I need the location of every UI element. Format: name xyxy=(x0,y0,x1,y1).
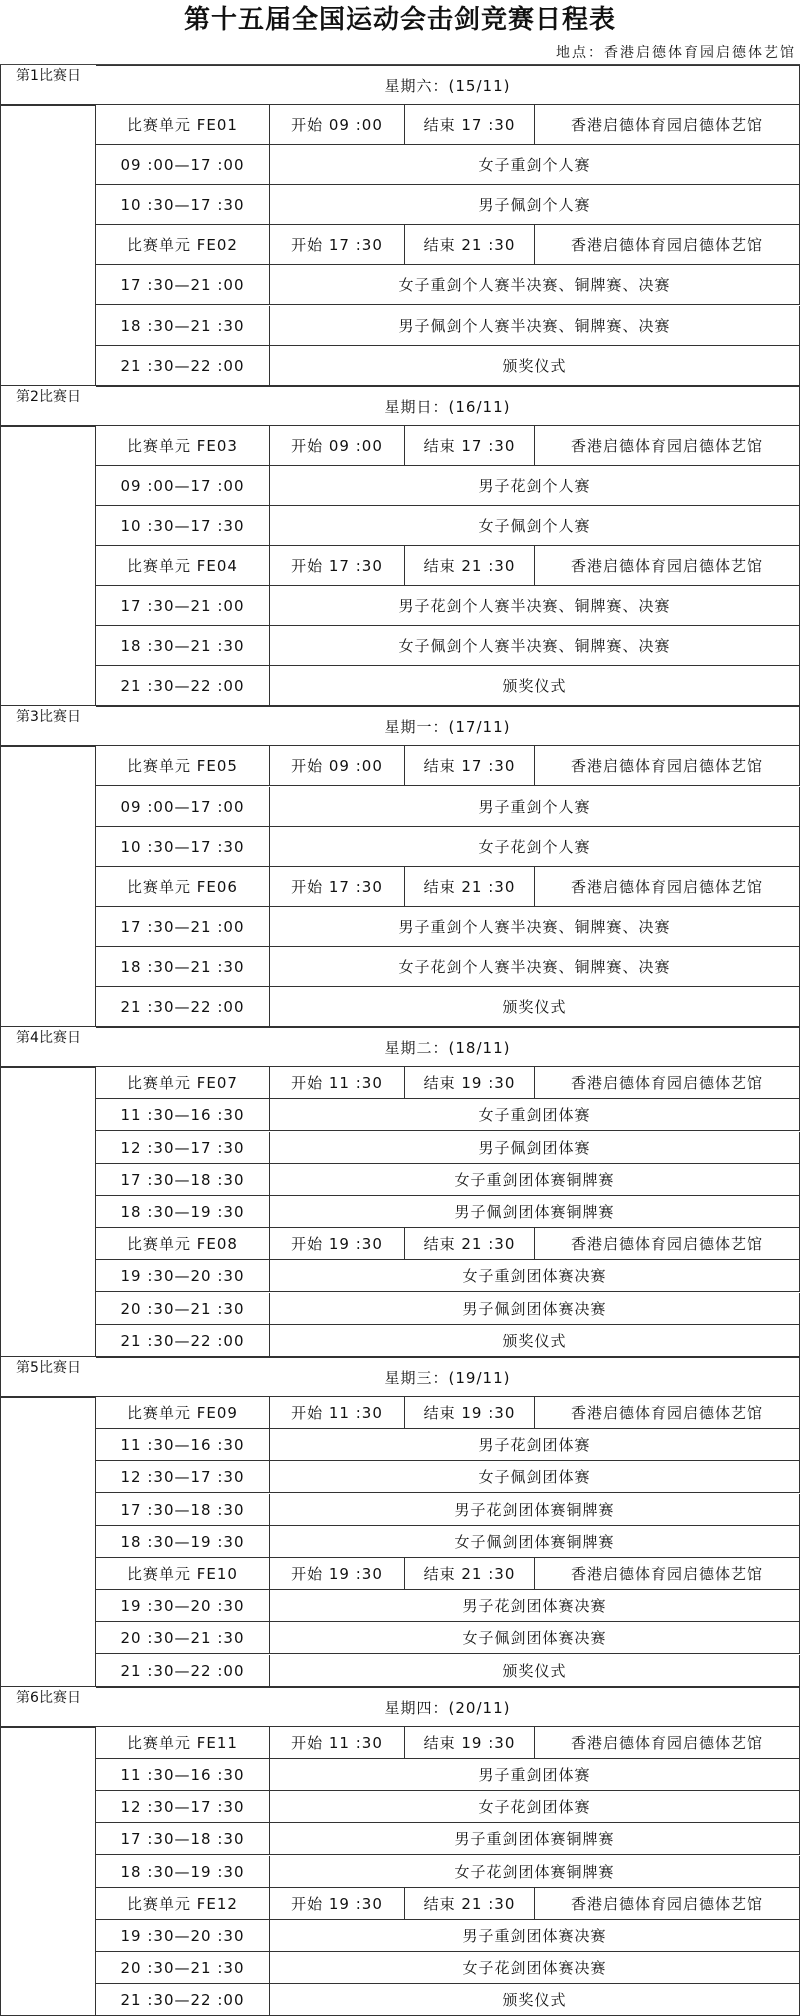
event-name: 颁奖仪式 xyxy=(270,1655,800,1687)
unit-name: 比赛单元 FE06 xyxy=(96,867,270,907)
event-name: 女子重剑个人赛 xyxy=(270,145,800,185)
event-name: 男子花剑团体赛决赛 xyxy=(270,1590,800,1622)
event-time: 11 :30—16 :30 xyxy=(96,1429,270,1461)
event-time: 09 :00—17 :00 xyxy=(96,145,270,185)
day-weekday-banner: 星期一：(17/11) xyxy=(96,706,800,746)
event-time: 17 :30—18 :30 xyxy=(96,1164,270,1196)
unit-name: 比赛单元 FE07 xyxy=(96,1067,270,1099)
day-label: 第3比赛日 xyxy=(0,706,96,746)
event-time: 11 :30—16 :30 xyxy=(96,1099,270,1131)
unit-end-time: 结束 19 :30 xyxy=(405,1397,535,1429)
unit-end-time: 结束 21 :30 xyxy=(405,1558,535,1590)
unit-start-time: 开始 11 :30 xyxy=(270,1727,405,1759)
unit-name: 比赛单元 FE01 xyxy=(96,105,270,145)
unit-end-time: 结束 19 :30 xyxy=(405,1067,535,1099)
event-time: 17 :30—21 :00 xyxy=(96,586,270,626)
event-name: 女子花剑团体赛 xyxy=(270,1791,800,1823)
event-name: 男子重剑个人赛 xyxy=(270,787,800,827)
unit-end-time: 结束 21 :30 xyxy=(405,867,535,907)
event-name: 颁奖仪式 xyxy=(270,1325,800,1357)
event-name: 颁奖仪式 xyxy=(270,666,800,706)
unit-name: 比赛单元 FE08 xyxy=(96,1228,270,1260)
event-name: 女子花剑团体赛铜牌赛 xyxy=(270,1856,800,1888)
day-label: 第6比赛日 xyxy=(0,1687,96,1727)
event-name: 男子重剑团体赛铜牌赛 xyxy=(270,1823,800,1855)
day-column xyxy=(0,105,96,386)
unit-start-time: 开始 09 :00 xyxy=(270,746,405,786)
unit-end-time: 结束 17 :30 xyxy=(405,746,535,786)
day-label: 第4比赛日 xyxy=(0,1027,96,1067)
event-name: 男子花剑团体赛铜牌赛 xyxy=(270,1494,800,1526)
event-time: 19 :30—20 :30 xyxy=(96,1260,270,1292)
unit-name: 比赛单元 FE05 xyxy=(96,746,270,786)
event-name: 女子花剑个人赛半决赛、铜牌赛、决赛 xyxy=(270,947,800,987)
event-time: 11 :30—16 :30 xyxy=(96,1759,270,1791)
event-time: 09 :00—17 :00 xyxy=(96,787,270,827)
unit-name: 比赛单元 FE02 xyxy=(96,225,270,265)
unit-name: 比赛单元 FE10 xyxy=(96,1558,270,1590)
event-time: 17 :30—21 :00 xyxy=(96,265,270,305)
event-time: 19 :30—20 :30 xyxy=(96,1590,270,1622)
event-time: 18 :30—21 :30 xyxy=(96,626,270,666)
unit-venue: 香港启德体育园启德体艺馆 xyxy=(535,867,800,907)
event-name: 女子佩剑团体赛铜牌赛 xyxy=(270,1526,800,1558)
event-name: 女子佩剑个人赛半决赛、铜牌赛、决赛 xyxy=(270,626,800,666)
event-time: 21 :30—22 :00 xyxy=(96,987,270,1027)
unit-venue: 香港启德体育园启德体艺馆 xyxy=(535,746,800,786)
unit-start-time: 开始 09 :00 xyxy=(270,105,405,145)
event-name: 女子重剑团体赛铜牌赛 xyxy=(270,1164,800,1196)
unit-venue: 香港启德体育园启德体艺馆 xyxy=(535,426,800,466)
unit-start-time: 开始 19 :30 xyxy=(270,1228,405,1260)
unit-start-time: 开始 11 :30 xyxy=(270,1397,405,1429)
unit-end-time: 结束 21 :30 xyxy=(405,546,535,586)
event-name: 男子佩剑个人赛半决赛、铜牌赛、决赛 xyxy=(270,306,800,346)
unit-start-time: 开始 19 :30 xyxy=(270,1558,405,1590)
event-name: 男子花剑个人赛 xyxy=(270,466,800,506)
unit-end-time: 结束 17 :30 xyxy=(405,426,535,466)
day-column xyxy=(0,1727,96,2016)
day-label: 第2比赛日 xyxy=(0,386,96,426)
event-name: 男子佩剑团体赛 xyxy=(270,1132,800,1164)
unit-venue: 香港启德体育园启德体艺馆 xyxy=(535,546,800,586)
event-time: 17 :30—18 :30 xyxy=(96,1494,270,1526)
event-time: 18 :30—19 :30 xyxy=(96,1196,270,1228)
event-time: 21 :30—22 :00 xyxy=(96,1325,270,1357)
page-title: 第十五届全国运动会击剑竞赛日程表 xyxy=(183,5,616,35)
event-time: 12 :30—17 :30 xyxy=(96,1791,270,1823)
day-weekday-banner: 星期六：(15/11) xyxy=(96,65,800,105)
unit-name: 比赛单元 FE04 xyxy=(96,546,270,586)
event-time: 21 :30—22 :00 xyxy=(96,1655,270,1687)
event-name: 女子佩剑团体赛 xyxy=(270,1461,800,1493)
event-name: 女子花剑团体赛决赛 xyxy=(270,1952,800,1984)
unit-venue: 香港启德体育园启德体艺馆 xyxy=(535,225,800,265)
unit-start-time: 开始 19 :30 xyxy=(270,1888,405,1920)
event-time: 21 :30—22 :00 xyxy=(96,1984,270,2016)
event-time: 09 :00—17 :00 xyxy=(96,466,270,506)
event-time: 18 :30—19 :30 xyxy=(96,1856,270,1888)
event-time: 10 :30—17 :30 xyxy=(96,506,270,546)
unit-venue: 香港启德体育园启德体艺馆 xyxy=(535,1067,800,1099)
event-time: 17 :30—21 :00 xyxy=(96,907,270,947)
unit-venue: 香港启德体育园启德体艺馆 xyxy=(535,1228,800,1260)
event-name: 男子花剑团体赛 xyxy=(270,1429,800,1461)
event-time: 10 :30—17 :30 xyxy=(96,185,270,225)
unit-start-time: 开始 09 :00 xyxy=(270,426,405,466)
event-time: 18 :30—19 :30 xyxy=(96,1526,270,1558)
event-name: 颁奖仪式 xyxy=(270,1984,800,2016)
unit-venue: 香港启德体育园启德体艺馆 xyxy=(535,105,800,145)
event-time: 21 :30—22 :00 xyxy=(96,346,270,386)
day-weekday-banner: 星期二：(18/11) xyxy=(96,1027,800,1067)
unit-venue: 香港启德体育园启德体艺馆 xyxy=(535,1397,800,1429)
event-name: 女子花剑个人赛 xyxy=(270,827,800,867)
event-time: 12 :30—17 :30 xyxy=(96,1132,270,1164)
unit-start-time: 开始 11 :30 xyxy=(270,1067,405,1099)
event-name: 女子重剑团体赛 xyxy=(270,1099,800,1131)
unit-end-time: 结束 21 :30 xyxy=(405,1888,535,1920)
event-time: 20 :30—21 :30 xyxy=(96,1293,270,1325)
unit-name: 比赛单元 FE09 xyxy=(96,1397,270,1429)
event-name: 男子佩剑团体赛铜牌赛 xyxy=(270,1196,800,1228)
event-name: 男子花剑个人赛半决赛、铜牌赛、决赛 xyxy=(270,586,800,626)
event-time: 10 :30—17 :30 xyxy=(96,827,270,867)
event-name: 男子佩剑团体赛决赛 xyxy=(270,1293,800,1325)
day-column xyxy=(0,1067,96,1357)
event-name: 男子重剑个人赛半决赛、铜牌赛、决赛 xyxy=(270,907,800,947)
event-name: 男子重剑团体赛决赛 xyxy=(270,1920,800,1952)
event-name: 女子重剑个人赛半决赛、铜牌赛、决赛 xyxy=(270,265,800,305)
day-column xyxy=(0,746,96,1027)
event-time: 18 :30—21 :30 xyxy=(96,947,270,987)
day-weekday-banner: 星期三：(19/11) xyxy=(96,1357,800,1397)
event-time: 17 :30—18 :30 xyxy=(96,1823,270,1855)
unit-name: 比赛单元 FE11 xyxy=(96,1727,270,1759)
event-name: 颁奖仪式 xyxy=(270,987,800,1027)
venue-line: 地点：香港启德体育园启德体艺馆 xyxy=(556,45,796,61)
unit-start-time: 开始 17 :30 xyxy=(270,867,405,907)
event-name: 女子佩剑个人赛 xyxy=(270,506,800,546)
unit-name: 比赛单元 FE12 xyxy=(96,1888,270,1920)
event-name: 男子佩剑个人赛 xyxy=(270,185,800,225)
unit-venue: 香港启德体育园启德体艺馆 xyxy=(535,1888,800,1920)
unit-end-time: 结束 21 :30 xyxy=(405,1228,535,1260)
unit-end-time: 结束 17 :30 xyxy=(405,105,535,145)
unit-venue: 香港启德体育园启德体艺馆 xyxy=(535,1727,800,1759)
event-name: 颁奖仪式 xyxy=(270,346,800,386)
unit-venue: 香港启德体育园启德体艺馆 xyxy=(535,1558,800,1590)
unit-end-time: 结束 21 :30 xyxy=(405,225,535,265)
event-time: 18 :30—21 :30 xyxy=(96,306,270,346)
unit-start-time: 开始 17 :30 xyxy=(270,225,405,265)
day-column xyxy=(0,426,96,707)
event-time: 20 :30—21 :30 xyxy=(96,1622,270,1654)
event-name: 男子重剑团体赛 xyxy=(270,1759,800,1791)
event-time: 19 :30—20 :30 xyxy=(96,1920,270,1952)
day-weekday-banner: 星期四：(20/11) xyxy=(96,1687,800,1727)
day-weekday-banner: 星期日：(16/11) xyxy=(96,386,800,426)
event-name: 女子佩剑团体赛决赛 xyxy=(270,1622,800,1654)
day-label: 第1比赛日 xyxy=(0,65,96,105)
unit-start-time: 开始 17 :30 xyxy=(270,546,405,586)
day-column xyxy=(0,1397,96,1687)
day-label: 第5比赛日 xyxy=(0,1357,96,1397)
event-time: 20 :30—21 :30 xyxy=(96,1952,270,1984)
unit-end-time: 结束 19 :30 xyxy=(405,1727,535,1759)
event-time: 21 :30—22 :00 xyxy=(96,666,270,706)
event-name: 女子重剑团体赛决赛 xyxy=(270,1260,800,1292)
event-time: 12 :30—17 :30 xyxy=(96,1461,270,1493)
unit-name: 比赛单元 FE03 xyxy=(96,426,270,466)
